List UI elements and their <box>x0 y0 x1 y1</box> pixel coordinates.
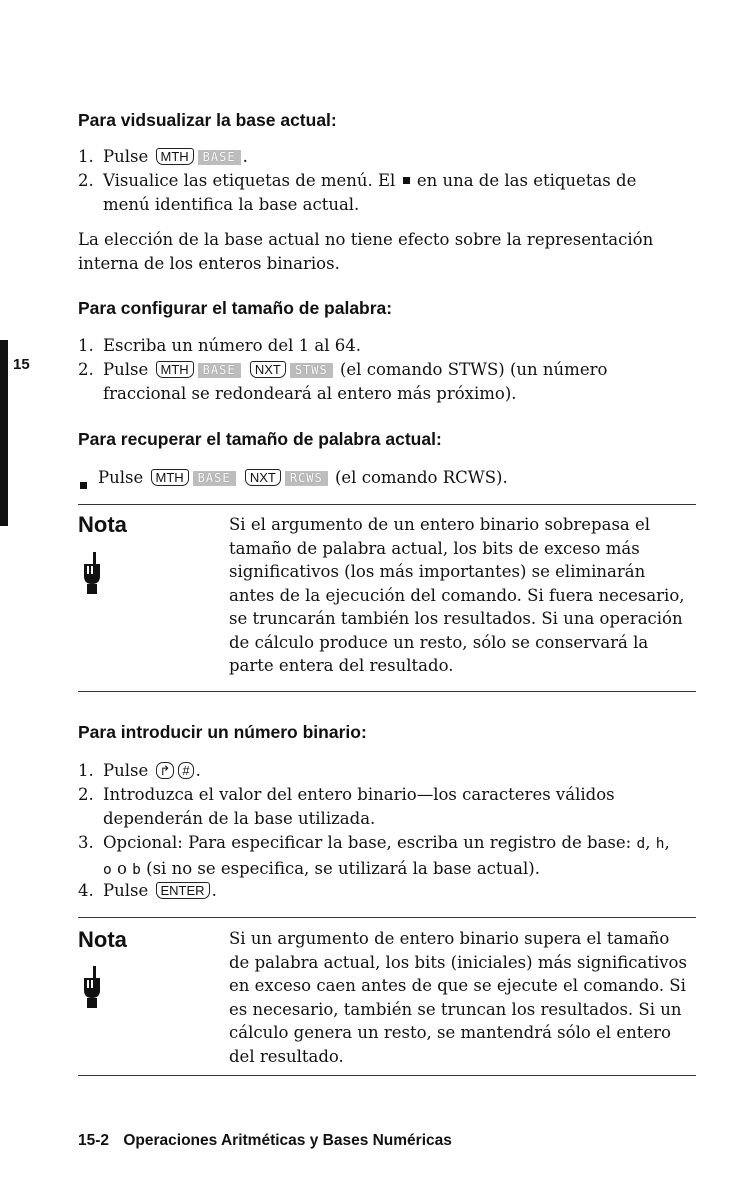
note-bottom-rule <box>78 1075 696 1076</box>
s1-step-1: 1. Pulse MTH BASE . <box>78 147 248 166</box>
section-heading-recall: Para recuperar el tamaño de palabra actual: <box>78 429 442 449</box>
s4-step-4: 4. Pulse ENTER . <box>78 881 217 900</box>
s4-step-3: 3. Opcional: Para especificar la base, escriba un registro de base: d, h, o o b (si no se especifica, se utilizará la base actual). <box>78 833 670 878</box>
stws-softkey[interactable]: STWS <box>290 363 333 378</box>
square-bullet-icon <box>80 482 87 489</box>
hand-pointing-icon <box>82 552 102 594</box>
note-body: Si un argumento de entero binario supera el tamaño de palabra actual, los bits (iniciales) más significativos en exceso caen antes de que se ejecute el comando. Si es necesario, también se truncan los resultados. Si un cálculo genera un resto, se mantendrá sólo el entero del resultado. <box>229 929 687 1066</box>
note-top-rule <box>78 917 696 918</box>
s1-step-2: 2. Visualice las etiquetas de menú. El en una de las etiquetas de menú identifica la base actual. <box>78 171 637 214</box>
note-title: Nota <box>78 512 127 537</box>
base-softkey[interactable]: BASE <box>193 471 236 486</box>
footer-title: Operaciones Aritméticas y Bases Numéricas <box>123 1132 452 1149</box>
base-marker-h: h <box>655 836 665 852</box>
section-heading-base: Para vidsualizar la base actual: <box>78 110 337 130</box>
s2-step-2: 2. Pulse MTH BASE NXT STWS (el comando STWS) (un número fraccional se redondeará al entero más próximo). <box>78 360 608 403</box>
hash-key[interactable]: # <box>178 762 193 779</box>
s3-bullet: Pulse MTH BASE NXT RCWS (el comando RCWS). <box>78 466 678 490</box>
note-top-rule <box>78 504 696 505</box>
right-shift-key[interactable]: ↱ <box>156 762 175 779</box>
base-softkey[interactable]: BASE <box>198 363 241 378</box>
base-marker-d: d <box>636 836 646 852</box>
square-bullet-icon <box>403 177 410 184</box>
note-title: Nota <box>78 927 127 952</box>
mth-key[interactable]: MTH <box>156 148 194 165</box>
hand-pointing-icon <box>82 966 102 1008</box>
page-number: 15-2 <box>78 1132 110 1149</box>
section-heading-wordsize: Para configurar el tamaño de palabra: <box>78 298 393 318</box>
enter-key[interactable]: ENTER <box>156 882 210 899</box>
rcws-softkey[interactable]: RCWS <box>285 471 328 486</box>
nxt-key[interactable]: NXT <box>250 361 286 378</box>
nxt-key[interactable]: NXT <box>245 469 281 486</box>
section-heading-binary: Para introducir un número binario: <box>78 722 367 742</box>
s2-step-1: 1. Escriba un número del 1 al 64. <box>78 336 361 355</box>
chapter-number: 15 <box>13 356 30 373</box>
base-softkey[interactable]: BASE <box>198 150 241 165</box>
mth-key[interactable]: MTH <box>156 361 194 378</box>
page-footer <box>78 1132 452 1150</box>
chapter-tab-bar <box>0 340 8 526</box>
note-bottom-rule <box>78 691 696 692</box>
base-marker-b: b <box>132 861 141 878</box>
note-body: Si el argumento de un entero binario sobrepasa el tamaño de palabra actual, los bits de exceso más significativos (los más importantes) se eliminarán antes de la ejecución del comando. Si fuera necesario, se truncarán también los resultados. Si una operación de cálculo produce un resto, sólo se conservará la parte entera del resultado. <box>229 515 685 675</box>
base-marker-o: o <box>103 861 112 878</box>
mth-key[interactable]: MTH <box>151 469 189 486</box>
s4-step-2: 2. Introduzca el valor del entero binario—los caracteres válidos dependerán de la base utilizada. <box>78 785 615 828</box>
s4-step-1: 1. Pulse ↱ # . <box>78 761 201 780</box>
s1-paragraph: La elección de la base actual no tiene efecto sobre la representación interna de los enteros binarios. <box>78 230 654 273</box>
